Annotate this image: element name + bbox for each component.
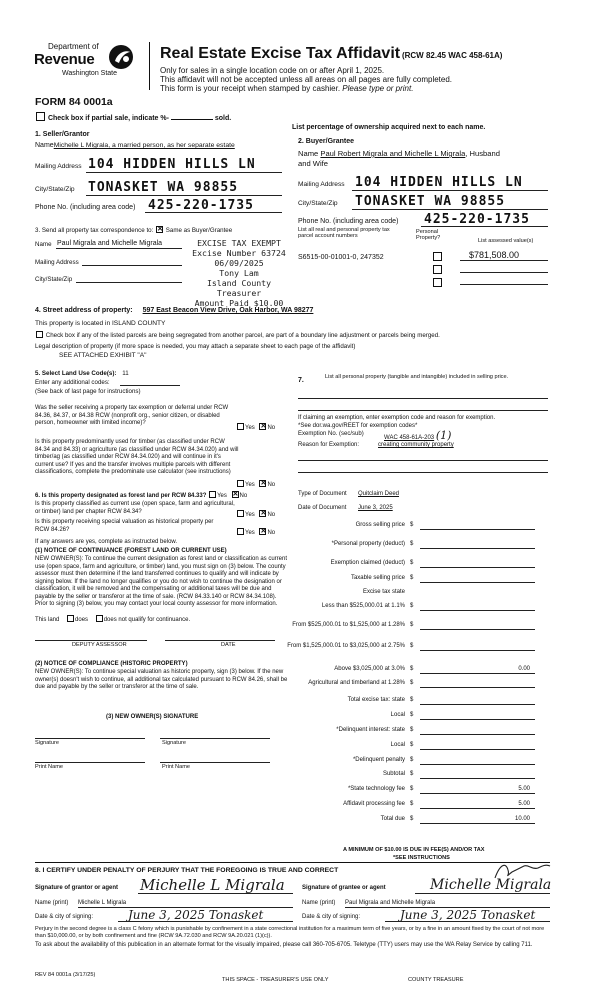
seller-name-row: NameMichelle L Migrala, a married person, as her separate estate — [35, 142, 235, 149]
grantor-date-city[interactable]: June 3, 2025 Tonasket — [128, 908, 264, 922]
grantee-print-row: Name (print) Paul Migrala and Michelle Migrala — [302, 900, 436, 906]
buyer-mail-label: Mailing Address — [298, 181, 345, 188]
exemption-reason-label: Reason for Exemption: — [298, 442, 360, 448]
new-owner-signature-2-label: Signature — [162, 740, 186, 746]
legal-exhibit: SEE ATTACHED EXHIBIT "A" — [59, 352, 147, 359]
corr-name-label: Name — [35, 241, 52, 248]
perjury-warning: Perjury in the second degree is a class C felony which is punishable by confinement in a state correctional institution for a maximum term of five years, or by a fine in an amount fixed by the court of not more than $10,000.00, or by both confinement and fine (RCW 9A.72.030 and RCW 9A.20.021 (1)(c)). — [35, 926, 545, 940]
fee-label: Above $3,025,000 at 3.0% — [334, 666, 405, 672]
stamp-line-5: Island County Treasurer — [206, 278, 272, 298]
fee-label: Local — [390, 712, 405, 718]
fee-label: Agricultural and timberland at 1.28% — [308, 680, 405, 686]
q-exemption-deferral: Was the seller receiving a property tax exemption or deferral under RCW 84.36, 84.37, or 84.38 RCW (nonprofit org., senior citizen, or disabled person, homeowner with limited income)? — [35, 405, 229, 426]
q-timber-ag: Is this property predominantly used for timber (as classified under RCW 84.34 and 84.33) or agriculture (as classified under RCW 84.34.020) and will timber/ag (as classified under RCW 84.34.020) and will continue in it's current use? If yes and the transfer involves multiple parcels with different classifications, complete the predominate use calculator (see instructions) — [35, 439, 239, 475]
notice-continuance-title: (1) NOTICE OF CONTINUANCE (FOREST LAND OR CURRENT USE) — [35, 548, 227, 554]
header-notice-2: This affidavit will not be accepted unless all areas on all pages are fully completed. — [160, 75, 453, 84]
grantee-signature[interactable]: Michelle Migrala — [430, 877, 552, 893]
grantee-date-label: Date & city of signing: — [302, 914, 361, 920]
fee-label: Exemption claimed (deduct) — [330, 560, 405, 566]
fee-dollar-sign: $ — [410, 816, 414, 822]
buyer-name-row: Name Paul Robert Migrala and Michelle L Migrala, Husband — [298, 149, 500, 158]
fee-label: Affidavit processing fee — [343, 801, 405, 807]
treasurer-exempt-stamp — [183, 238, 295, 308]
county-treasurer-label: COUNTY TREASURE — [408, 977, 464, 983]
grantor-print-name[interactable]: Michelle L Migrala — [78, 900, 127, 906]
current-use-yes-checkbox[interactable] — [237, 510, 244, 517]
new-owner-signature-heading: (3) NEW OWNER(S) SIGNATURE — [106, 714, 199, 720]
fee-dollar-sign: $ — [410, 522, 414, 528]
alternate-format-note: To ask about the availability of this publication in an alternate format for the visually impaired, please call 360-705-6705. Teletype (TTY) users may use the WA Relay Service by calling 711. — [35, 942, 533, 948]
form-title-row — [160, 44, 502, 64]
fee-label: Less than $525,000.01 at 1.1% — [321, 603, 405, 609]
revenue-swoosh-icon — [106, 42, 136, 72]
dept-of-label: Department of — [48, 42, 99, 51]
timber-yes-checkbox[interactable] — [237, 480, 244, 487]
fee-dollar-sign: $ — [410, 697, 414, 703]
grantor-print-row: Name (print) Michelle L Migrala — [35, 900, 127, 906]
corr-mail-label: Mailing Address — [35, 259, 79, 266]
seller-name[interactable]: Michelle L Migrala, a married person, as her separate estate — [53, 142, 235, 149]
buyer-heading: 2. Buyer/Grantee — [298, 138, 355, 145]
buyer-phone-label: Phone No. (including area code) — [298, 218, 399, 225]
seller-city-label: City/State/Zip — [35, 186, 75, 193]
grantor-signature[interactable]: Michelle L Migrala — [140, 876, 285, 894]
wa-state-label: Washington State — [62, 70, 117, 77]
corr-name-value[interactable]: Paul Migrala and Michelle Migrala — [57, 240, 163, 247]
does-qualify-checkbox[interactable] — [67, 615, 74, 622]
fee-label: *Delinquent penalty — [352, 757, 405, 763]
parcel-checkboxes — [432, 252, 443, 291]
exemption-yes-checkbox[interactable] — [237, 423, 244, 430]
fee-dollar-sign: $ — [410, 771, 414, 777]
buyer-city-value[interactable]: TONASKET WA 98855 — [355, 194, 506, 209]
fee-value[interactable]: 0.00 — [518, 666, 530, 672]
exemption-reason-value[interactable]: creating community property — [378, 442, 454, 448]
fee-entry-line — [420, 642, 535, 651]
grantee-date-city[interactable]: June 3, 2025 Tonasket — [400, 908, 536, 922]
fee-label: *Delinquent interest: state — [336, 727, 405, 733]
exemption-url-note: *See dor.wa.gov/REET for exemption codes* — [298, 423, 418, 429]
fee-entry-line — [420, 741, 535, 750]
parcels-header: List all real and personal property tax parcel account numbers — [298, 227, 390, 240]
doc-date-value[interactable]: June 3, 2025 — [358, 505, 393, 511]
fee-dollar-sign: $ — [410, 560, 414, 566]
fee-entry-line — [420, 726, 535, 735]
stamp-line-3: 06/09/2025 — [214, 258, 264, 268]
personal-property-checkbox-1[interactable] — [433, 252, 442, 261]
fee-entry-line — [420, 574, 535, 583]
header-notice-1: Only for sales in a single location code on or after April 1, 2025. — [160, 66, 385, 75]
grantee-print-name[interactable]: Paul Migrala and Michelle Migrala — [345, 900, 436, 906]
fee-label: Local — [390, 742, 405, 748]
buyer-mail-value[interactable]: 104 HIDDEN HILLS LN — [355, 175, 523, 190]
stamp-line-4: Tony Lam — [219, 268, 259, 278]
fee-entry-line — [420, 521, 535, 530]
partial-sale-label: Check box if partial sale, indicate %- — [47, 115, 169, 122]
same-as-buyer-checkbox[interactable] — [156, 226, 163, 233]
does-not-qualify-checkbox[interactable] — [96, 615, 103, 622]
street-row: 4. Street address of property: 597 East Beacon View Drive, Oak Harbor, WA 98277 — [35, 307, 314, 314]
segregated-row: Check box if any of the listed parcels are being segregated from another parcel, are part of a boundary line adjustment or parcels being merged. — [35, 331, 440, 340]
fee-label: Excise tax state — [362, 589, 405, 595]
parcel-number[interactable]: S6515-00-01001-0, 247352 — [298, 254, 384, 261]
exemption-number-label: Exemption No. (sec/sub) — [298, 431, 364, 437]
form-revision: REV 84 0001a (3/17/25) — [35, 972, 96, 978]
dor-logo — [34, 42, 144, 84]
personal-property-checkbox-3[interactable] — [433, 278, 442, 287]
fee-dollar-sign: $ — [410, 603, 414, 609]
assessor-date-label: DATE — [221, 642, 236, 648]
fee-label: From $525,000.01 to $1,525,000 at 1.28% — [292, 622, 405, 628]
fee-dollar-sign: $ — [410, 757, 414, 763]
seller-phone-label: Phone No. (including area code) — [35, 204, 136, 211]
form-title: Real Estate Excise Tax Affidavit — [160, 45, 401, 62]
forest-no-checkbox[interactable] — [232, 491, 239, 498]
fee-label: Total excise tax: state — [347, 697, 405, 703]
q-current-use-answer: Yes ✕ No — [236, 510, 275, 520]
section7-label: 7. — [298, 377, 304, 384]
personal-property-header: Personal Property? — [416, 229, 441, 242]
ownership-note: List percentage of ownership acquired next to each name. — [292, 124, 486, 131]
grantor-sig-label: Signature of grantor or agent — [35, 885, 119, 891]
continuance-row: This land does does not qualify for continuance. — [35, 617, 191, 623]
see-back-note: (See back of last page for instructions) — [35, 388, 141, 395]
fee-entry-line — [420, 696, 535, 705]
q-current-use: Is this property classified as current use (open space, farm and agricultural, or timber) land per chapter RCW 84.34? — [35, 501, 235, 515]
fee-entry-line — [420, 770, 535, 779]
section8-rule — [35, 862, 550, 863]
form-number: FORM 84 0001a — [35, 96, 113, 108]
fee-dollar-sign: $ — [410, 622, 414, 628]
current-use-no-checkbox[interactable] — [259, 510, 266, 517]
form-rcw: (RCW 82.45 WAC 458-61A) — [401, 51, 503, 60]
fee-label: Total due — [380, 816, 405, 822]
corr-city-label: City/State/Zip — [35, 276, 73, 283]
seller-mail-value[interactable]: 104 HIDDEN HILLS LN — [88, 157, 256, 172]
land-use-row: 5. Select Land Use Code(s): 11 — [35, 370, 129, 377]
fee-dollar-sign: $ — [410, 742, 414, 748]
q-historic-answer: Yes ✕ No — [236, 528, 275, 538]
doc-type-label: Type of Document — [298, 491, 347, 497]
fee-label: Taxable selling price — [350, 575, 405, 581]
exemption-claim-note: If claiming an exemption, enter exemption code and reason for exemption. — [298, 415, 496, 421]
fee-entry-line — [420, 559, 535, 568]
header-divider — [149, 42, 150, 90]
fee-value[interactable]: 10.00 — [514, 816, 530, 822]
minimum-due-note: A MINIMUM OF $10.00 IS DUE IN FEE(S) AND/OR TAX — [343, 847, 485, 853]
correspondence-row: 3. Send all property tax correspondence to: ✕ Same as Buyer/Grantee — [35, 226, 232, 235]
fee-label: Subtotal — [382, 771, 405, 777]
new-owner-signature-1-label: Signature — [35, 740, 59, 746]
fee-label: *Personal property (deduct) — [331, 541, 405, 547]
additional-codes-label: Enter any additional codes: — [35, 379, 110, 386]
partial-sale-suffix: sold. — [214, 115, 232, 122]
perjury-certification: 8. I CERTIFY UNDER PENALTY OF PERJURY THAT THE FOREGOING IS TRUE AND CORRECT — [35, 867, 339, 874]
partial-sale-row — [35, 112, 231, 124]
personal-property-checkbox-2[interactable] — [433, 265, 442, 274]
q-forest-land: 6. Is this property designated as forest land per RCW 84.33? Yes ✕ No — [35, 491, 247, 501]
stamp-line-6: Amount Paid $10.00 — [194, 298, 284, 308]
stamp-line-1: EXCISE TAX EXEMPT — [197, 238, 281, 248]
treasurer-use-label: THIS SPACE - TREASURER'S USE ONLY — [222, 977, 329, 983]
doc-type-value[interactable]: Quitclaim Deed — [358, 491, 400, 497]
fee-entry-line — [420, 679, 535, 688]
notice-compliance-body: NEW OWNER(S): To continue special valuation as historic property, sign (3) below. If the new owner(s) doesn't wish to continue, all additional tax calculated pursuant to RCW 84.26, shall be due and payable by the seller or transferor at the time of sale. — [35, 669, 288, 690]
fee-dollar-sign: $ — [410, 666, 414, 672]
buyer-phone-value[interactable]: 425-220-1735 — [424, 212, 530, 227]
fee-dollar-sign: $ — [410, 712, 414, 718]
assessed-value[interactable]: $781,508.00 — [469, 250, 520, 260]
legal-description-label: Legal description of property (if more space is needed, you may attach a separate sheet to each page of the affidavit) — [35, 343, 356, 350]
fee-dollar-sign: $ — [410, 680, 414, 686]
fee-entry-line — [420, 756, 535, 765]
fee-dollar-sign: $ — [410, 643, 414, 649]
grantee-sig-label: Signature of grantee or agent — [302, 885, 386, 891]
street-address[interactable]: 597 East Beacon View Drive, Oak Harbor, WA 98277 — [142, 307, 314, 314]
fee-value[interactable]: 5.00 — [518, 786, 530, 792]
fee-dollar-sign: $ — [410, 727, 414, 733]
segregated-checkbox[interactable] — [36, 331, 43, 338]
land-use-code[interactable]: 11 — [122, 370, 129, 377]
fee-entry-line — [420, 711, 535, 720]
exemption-number-value[interactable]: WAC 458-61A-203 (1) — [384, 429, 452, 442]
fee-entry-line — [420, 540, 535, 549]
fee-dollar-sign: $ — [410, 575, 414, 581]
fee-entry-line — [420, 621, 535, 630]
fee-label: Gross selling price — [355, 522, 405, 528]
buyer-name[interactable]: Paul Robert Migrala and Michelle L Migrala — [320, 149, 466, 158]
fee-value[interactable]: 5.00 — [518, 801, 530, 807]
doc-date-label: Date of Document — [298, 505, 347, 511]
timber-no-checkbox[interactable] — [259, 480, 266, 487]
seller-city-value[interactable]: TONASKET WA 98855 — [88, 180, 239, 195]
fee-dollar-sign: $ — [410, 786, 414, 792]
exemption-no-checkbox[interactable] — [259, 423, 266, 430]
notice-compliance-title: (2) NOTICE OF COMPLIANCE (HISTORIC PROPERTY) — [35, 661, 188, 667]
fee-dollar-sign: $ — [410, 801, 414, 807]
fee-label: From $1,525,000.01 to $3,025,000 at 2.75% — [287, 643, 405, 649]
q-exemption-answer: Yes ✕ No — [236, 423, 275, 433]
fee-dollar-sign: $ — [410, 541, 414, 547]
property-located: This property is located in ISLAND COUNTY — [35, 320, 166, 327]
seller-mail-label: Mailing Address — [35, 163, 82, 170]
q-historic: Is this property receiving special valuation as historical property per RCW 84.26? — [35, 519, 214, 533]
notice-continuance-body: NEW OWNER(S): To continue the current designation as forest land or classification as current use (open space, farm and agriculture, or timber) land, you must sign on (3) below. The county assessor must then determine if the land transferred continues to qualify and will indicate by signing below. If the land no longer qualifies or you do not wish to continue the designation or classification, it will be removed and the compensating or additional taxes will be due and payable by the seller or transferor at the time of sale. (RCW 84.33.140 or RCW 84.34.108). Prior to signing (3) below, you may contact your local county assessor for more information. — [35, 556, 287, 607]
new-owner-print-2-label: Print Name — [162, 764, 190, 770]
buyer-city-label: City/State/Zip — [298, 200, 338, 207]
seller-heading: 1. Seller/Grantor — [35, 131, 90, 138]
stamp-line-2: Excise Number 63724 — [192, 248, 286, 258]
fee-label: *State technology fee — [347, 786, 405, 792]
if-any-yes: If any answers are yes, complete as instructed below. — [35, 539, 178, 545]
new-owner-print-1-label: Print Name — [35, 764, 63, 770]
header-notice-3: This form is your receipt when stamped by cashier. Please type or print. — [160, 84, 414, 93]
partial-sale-checkbox[interactable] — [36, 112, 45, 121]
seller-phone-value[interactable]: 425-220-1735 — [148, 198, 254, 213]
see-instructions-note: *SEE INSTRUCTIONS — [393, 855, 450, 861]
q-timber-answer: Yes ✕ No — [236, 480, 275, 490]
deputy-assessor-label: DEPUTY ASSESSOR — [72, 642, 127, 648]
forest-yes-checkbox[interactable] — [209, 491, 216, 498]
grantor-date-label: Date & city of signing: — [35, 914, 94, 920]
fee-entry-line — [420, 602, 535, 611]
revenue-wordmark: Revenue — [34, 51, 95, 68]
personal-property-instructions: List all personal property (tangible and intangible) included in selling price. — [325, 374, 509, 380]
assessed-value-header: List assessed value(s) — [478, 238, 534, 244]
buyer-name-line2: and Wife — [298, 159, 328, 168]
